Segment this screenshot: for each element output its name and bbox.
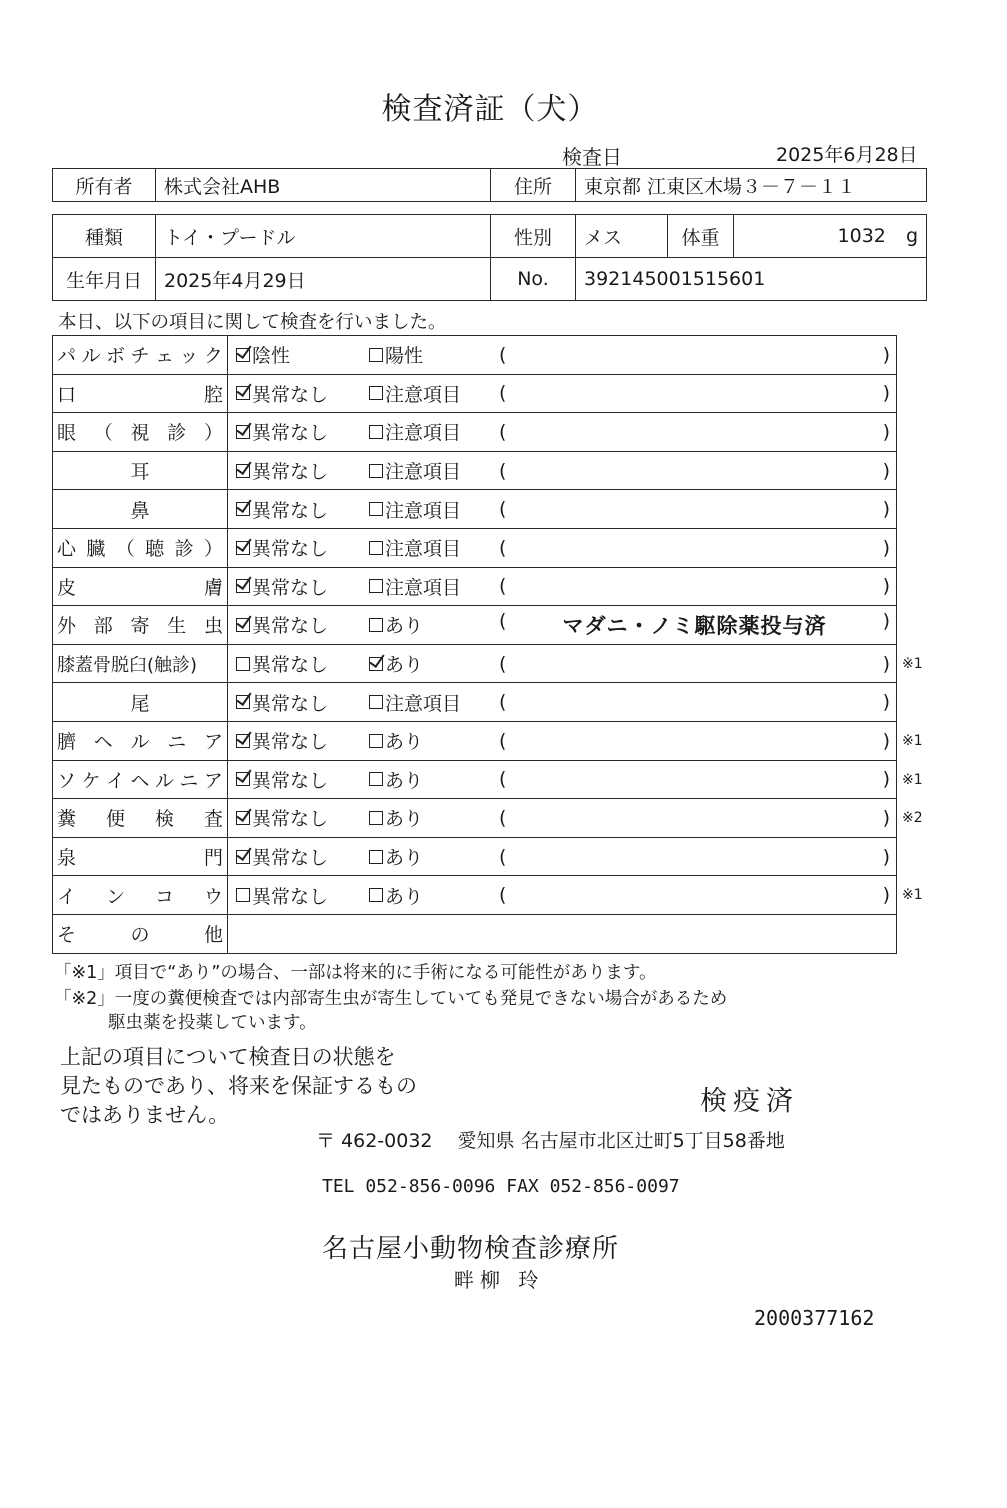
- option-label: あり: [385, 769, 424, 792]
- clinic-address: 〒 462-0032 愛知県 名古屋市北区辻町5丁目58番地: [316, 1130, 785, 1152]
- exam-item-result: [228, 837, 897, 876]
- exam-item-name: 耳: [53, 451, 228, 490]
- exam-item-result: [228, 683, 897, 722]
- option-label: 異常なし: [252, 499, 329, 522]
- clinic-phone-fax: TEL 052-856-0096 FAX 052-856-0097: [322, 1176, 680, 1197]
- checked-box-icon[interactable]: [236, 502, 250, 516]
- statement-line-1: 上記の項目について検査日の状態を: [60, 1045, 396, 1069]
- checkbox-icon[interactable]: [369, 541, 383, 555]
- option-label: あり: [385, 808, 424, 831]
- option-label: 異常なし: [252, 422, 329, 445]
- exam-item-row: [53, 567, 897, 606]
- option-normal[interactable]: [236, 573, 369, 600]
- checked-box-icon[interactable]: [236, 734, 250, 748]
- option-label: 異常なし: [252, 769, 329, 792]
- footnote-1: 「※1」項目で“あり”の場合、一部は将来的に手術になる可能性があります。: [54, 963, 657, 983]
- exam-item-name: 糞 便 検 査: [53, 799, 228, 838]
- option-label: 異常なし: [252, 885, 329, 908]
- exam-item-result: [228, 490, 897, 529]
- exam-item-row: [53, 760, 897, 799]
- option-abnormal[interactable]: [369, 341, 499, 368]
- option-normal[interactable]: [236, 882, 369, 909]
- option-label: 注意項目: [385, 576, 462, 599]
- checkbox-icon[interactable]: [369, 502, 383, 516]
- exam-item-name: 皮 膚: [53, 567, 228, 606]
- checked-box-icon[interactable]: [236, 348, 250, 362]
- intro-text: 本日、以下の項目に関して検査を行いました。: [58, 312, 447, 333]
- option-abnormal[interactable]: [369, 650, 499, 677]
- birth-label: 生年月日: [53, 258, 156, 301]
- footnote-2: [54, 987, 727, 1035]
- remark-field: ( ): [499, 420, 890, 443]
- exam-item-result: [228, 451, 897, 490]
- exam-item-row: [53, 451, 897, 490]
- option-label: 異常なし: [252, 538, 329, 561]
- exam-item-name: 尾: [53, 683, 228, 722]
- exam-item-row: [53, 606, 897, 645]
- option-abnormal[interactable]: [369, 534, 499, 561]
- clinic-name: 名古屋小動物検査診療所: [322, 1234, 620, 1264]
- checked-box-icon[interactable]: [236, 811, 250, 825]
- exam-item-result: [228, 374, 897, 413]
- sex-label: 性別: [491, 215, 576, 258]
- option-normal[interactable]: [236, 804, 369, 831]
- option-label: 異常なし: [252, 692, 329, 715]
- exam-item-name: イ ン コ ウ: [53, 876, 228, 915]
- exam-item-row: [53, 799, 897, 838]
- owner-value: 株式会社AHB: [156, 169, 491, 202]
- footnote-mark: ※1: [902, 887, 923, 904]
- option-label: 異常なし: [252, 461, 329, 484]
- checked-box-icon[interactable]: [236, 695, 250, 709]
- checkbox-icon[interactable]: [369, 888, 383, 902]
- exam-item-name: 心 臓 （ 聴 診 ）: [53, 528, 228, 567]
- option-normal[interactable]: [236, 611, 369, 638]
- exam-item-name: ソ ケ イ ヘ ル ニ ア: [53, 760, 228, 799]
- exam-items-table: [52, 335, 897, 954]
- remark-field: ( ): [499, 884, 890, 907]
- checked-box-icon[interactable]: [236, 386, 250, 400]
- option-normal[interactable]: [236, 650, 369, 677]
- address-label: 住所: [491, 169, 576, 202]
- footnote-mark: ※1: [902, 771, 923, 788]
- exam-item-name: 臍 ヘ ル ニ ア: [53, 721, 228, 760]
- birth-value: 2025年4月29日: [156, 258, 491, 301]
- checked-box-icon[interactable]: [369, 657, 383, 671]
- checked-box-icon[interactable]: [236, 425, 250, 439]
- exam-item-name: 外 部 寄 生 虫: [53, 606, 228, 645]
- weight-value: 1032: [837, 225, 886, 247]
- option-label: 異常なし: [252, 847, 329, 870]
- remark-field: ( ): [499, 729, 890, 752]
- checked-box-icon[interactable]: [236, 850, 250, 864]
- breed-value: トイ・プードル: [156, 215, 491, 258]
- other-field[interactable]: [228, 914, 897, 953]
- weight-unit: g: [905, 225, 918, 247]
- disclaimer-statement: [60, 1043, 417, 1130]
- option-label: あり: [385, 615, 424, 638]
- remark-field: ( ): [499, 459, 890, 482]
- option-label: 陽性: [385, 345, 424, 368]
- exam-item-result: [228, 336, 897, 375]
- option-normal[interactable]: [236, 418, 369, 445]
- document-title: 検査済証（犬）: [381, 92, 599, 127]
- option-label: 注意項目: [385, 538, 462, 561]
- option-label: あり: [385, 731, 424, 754]
- checkbox-icon[interactable]: [369, 348, 383, 362]
- pet-table: [52, 214, 927, 301]
- option-label: 異常なし: [252, 654, 329, 677]
- other-row: [53, 914, 897, 953]
- exam-item-row: [53, 837, 897, 876]
- option-abnormal[interactable]: [369, 766, 499, 793]
- option-label: あり: [385, 847, 424, 870]
- option-abnormal[interactable]: [369, 843, 499, 870]
- exam-item-row: [53, 683, 897, 722]
- exam-item-result: [228, 876, 897, 915]
- remark-field: ( ): [499, 343, 890, 366]
- other-label: そ の 他: [53, 914, 228, 953]
- footnote-mark: ※1: [902, 733, 923, 749]
- exam-item-result: [228, 721, 897, 760]
- option-label: 注意項目: [385, 383, 462, 406]
- checkbox-icon[interactable]: [369, 772, 383, 786]
- checkbox-icon[interactable]: [369, 425, 383, 439]
- option-normal[interactable]: [236, 457, 369, 484]
- checkbox-icon[interactable]: [369, 734, 383, 748]
- checked-box-icon[interactable]: [236, 579, 250, 593]
- checkbox-icon[interactable]: [369, 618, 383, 632]
- exam-item-name: 泉 門: [53, 837, 228, 876]
- option-normal[interactable]: [236, 380, 369, 407]
- sex-value: メス: [576, 215, 668, 258]
- option-normal[interactable]: [236, 496, 369, 523]
- exam-item-row: [53, 374, 897, 413]
- option-abnormal[interactable]: [369, 689, 499, 716]
- remark-field: ( ): [499, 806, 890, 829]
- remark-field: ( ): [499, 536, 890, 559]
- exam-item-name: パ ル ボ チ ェ ッ ク: [53, 336, 228, 375]
- option-abnormal[interactable]: [369, 496, 499, 523]
- exam-item-result: [228, 528, 897, 567]
- option-normal[interactable]: [236, 766, 369, 793]
- exam-item-row: [53, 413, 897, 452]
- exam-item-result: [228, 644, 897, 683]
- exam-item-row: [53, 721, 897, 760]
- checkbox-icon[interactable]: [369, 850, 383, 864]
- remark-field: ( ): [499, 498, 890, 521]
- remark-field: ( ): [499, 382, 890, 405]
- no-label: No.: [491, 258, 576, 301]
- option-label: 注意項目: [385, 422, 462, 445]
- remark-field: ( ): [499, 768, 890, 791]
- owner-label: 所有者: [53, 169, 156, 202]
- footnote-mark: ※2: [902, 810, 923, 827]
- footnote-2-line1: 「※2」一度の糞便検査では内部寄生虫が寄生していても発見できない場合があるため: [54, 989, 728, 1009]
- option-label: 異常なし: [252, 808, 329, 831]
- footnote-2-line2: 駆虫薬を投薬しています。: [108, 1013, 317, 1033]
- remark-field: ( ): [499, 691, 890, 714]
- exam-item-row: [53, 336, 897, 375]
- remark-field: ( ): [499, 652, 890, 675]
- exam-item-result: [228, 567, 897, 606]
- option-label: あり: [385, 885, 424, 908]
- option-abnormal[interactable]: [369, 573, 499, 600]
- checked-box-icon[interactable]: [236, 541, 250, 555]
- checkbox-icon[interactable]: [369, 695, 383, 709]
- remark-text: マダニ・ノミ駆除薬投与済: [562, 613, 827, 638]
- checked-box-icon[interactable]: [236, 618, 250, 632]
- option-label: 注意項目: [385, 499, 462, 522]
- exam-date-label: 検査日: [562, 145, 622, 169]
- option-abnormal[interactable]: [369, 727, 499, 754]
- checked-box-icon[interactable]: [236, 772, 250, 786]
- exam-item-name: 眼 （ 視 診 ）: [53, 413, 228, 452]
- checkbox-icon[interactable]: [236, 888, 250, 902]
- exam-item-row: [53, 876, 897, 915]
- exam-item-name: 膝蓋骨脱臼(触診): [53, 644, 228, 683]
- remark-field: ( マダニ・ノミ駆除薬投与済 ): [499, 609, 890, 638]
- exam-item-row: [53, 528, 897, 567]
- exam-item-row: [53, 490, 897, 529]
- breed-label: 種類: [53, 215, 156, 258]
- option-label: 異常なし: [252, 731, 329, 754]
- checkbox-icon[interactable]: [369, 464, 383, 478]
- option-label: 異常なし: [252, 615, 329, 638]
- exam-item-row: [53, 644, 897, 683]
- option-abnormal[interactable]: [369, 611, 499, 638]
- option-abnormal[interactable]: [369, 457, 499, 484]
- exam-item-result: [228, 760, 897, 799]
- exam-date: 2025年6月28日: [776, 144, 918, 166]
- option-normal[interactable]: [236, 843, 369, 870]
- option-normal[interactable]: [236, 341, 369, 368]
- exam-item-name: 口 腔: [53, 374, 228, 413]
- statement-line-2: 見たものであり、将来を保証するもの: [60, 1074, 417, 1098]
- option-normal[interactable]: [236, 689, 369, 716]
- option-normal[interactable]: [236, 727, 369, 754]
- exam-item-result: [228, 799, 897, 838]
- exam-item-name: 鼻: [53, 490, 228, 529]
- option-label: 注意項目: [385, 461, 462, 484]
- option-abnormal[interactable]: [369, 418, 499, 445]
- option-label: あり: [385, 654, 424, 677]
- remark-field: ( ): [499, 575, 890, 598]
- address-value: 東京都 江東区木場３－７－１１: [576, 169, 927, 202]
- option-label: 異常なし: [252, 576, 329, 599]
- remark-field: ( ): [499, 845, 890, 868]
- quarantine-stamp: 検疫済: [700, 1086, 799, 1117]
- checked-box-icon[interactable]: [236, 464, 250, 478]
- option-abnormal[interactable]: [369, 380, 499, 407]
- statement-line-3: ではありません。: [60, 1103, 230, 1127]
- option-abnormal[interactable]: [369, 882, 499, 909]
- owner-table: [52, 168, 927, 202]
- option-label: 異常なし: [252, 383, 329, 406]
- option-normal[interactable]: [236, 534, 369, 561]
- weight-label: 体重: [668, 215, 734, 258]
- option-label: 注意項目: [385, 692, 462, 715]
- checkbox-icon[interactable]: [236, 657, 250, 671]
- serial-number: 2000377162: [754, 1306, 875, 1330]
- exam-item-result: [228, 413, 897, 452]
- doctor-name: 畔柳 玲: [454, 1268, 545, 1292]
- checkbox-icon[interactable]: [369, 579, 383, 593]
- option-abnormal[interactable]: [369, 804, 499, 831]
- footnote-mark: ※1: [902, 655, 923, 672]
- weight-cell: [734, 215, 927, 258]
- checkbox-icon[interactable]: [369, 386, 383, 400]
- exam-item-result: [228, 606, 897, 645]
- no-value: 392145001515601: [576, 258, 927, 301]
- checkbox-icon[interactable]: [369, 811, 383, 825]
- option-label: 陰性: [252, 345, 291, 368]
